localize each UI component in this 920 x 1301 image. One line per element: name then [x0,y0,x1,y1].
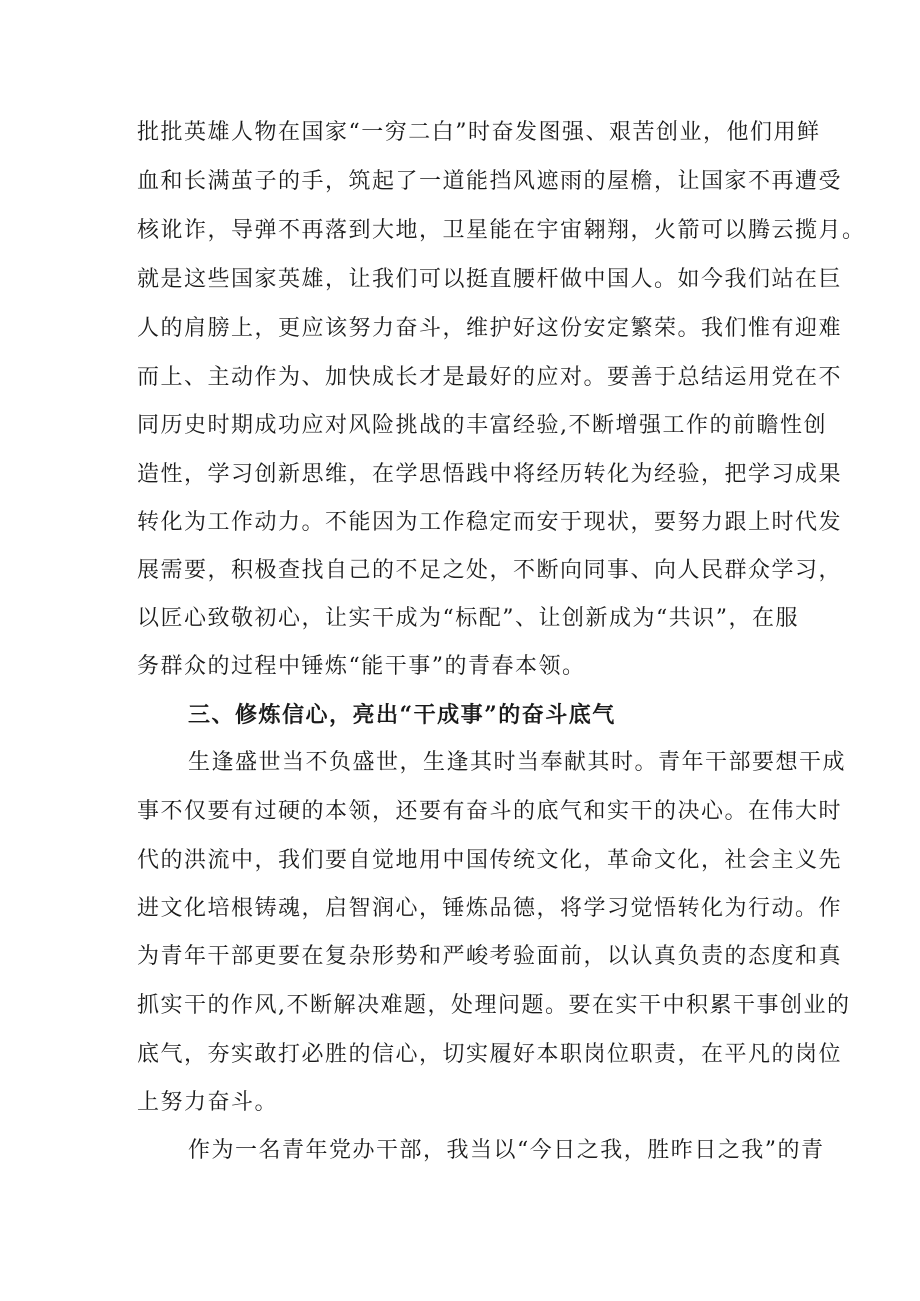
paragraph-2-line: 上努力奋斗。 [137,1090,279,1115]
paragraph-1-line: 务群众的过程中锤炼“能干事”的青春本领。 [137,654,586,679]
paragraph-3-line: 作为一名青年党办干部，我当以“今日之我，胜昨日之我”的青 [188,1138,825,1163]
paragraph-1-line: 以匠心致敬初心，让实干成为“标配”、让创新成为“共识”，在服 [137,606,799,631]
paragraph-2-line: 进文化培根铸魂，启智润心，锤炼品德，将学习觉悟转化为行动。作 [137,896,843,921]
paragraph-1-line: 转化为工作动力。不能因为工作稳定而安于现状，要努力跟上时代发 [137,510,843,535]
paragraph-2-line: 事不仅要有过硬的本领，还要有奋斗的底气和实干的决心。在伟大时 [137,799,843,824]
paragraph-1-line: 造性，学习创新思维，在学思悟践中将经历转化为经验，把学习成果 [137,462,843,487]
paragraph-1-line: 人的肩膀上，更应该努力奋斗，维护好这份安定繁荣。我们惟有迎难 [137,316,843,341]
paragraph-1-line: 就是这些国家英雄，让我们可以挺直腰杆做中国人。如今我们站在巨 [137,267,843,292]
paragraph-2-line: 代的洪流中，我们要自觉地用中国传统文化，革命文化，社会主义先 [137,848,843,873]
paragraph-2-line: 为青年干部更要在复杂形势和严峻考验面前，以认真负责的态度和真 [137,944,843,969]
paragraph-1-line: 血和长满茧子的手，筑起了一道能挡风遮雨的屋檐，让国家不再遭受 [137,169,843,194]
paragraph-1-line: 而上、主动作为、加快成长才是最好的应对。要善于总结运用党在不 [137,365,843,390]
paragraph-1-line: 展需要，积极查找自己的不足之处，不断向同事、向人民群众学习， [137,558,843,583]
paragraph-2-line: 生逢盛世当不负盛世，生逢其时当奉献其时。青年干部要想干成 [188,750,847,775]
paragraph-2-line: 底气，夯实敢打必胜的信心，切实履好本职岗位职责，在平凡的岗位 [137,1042,843,1067]
paragraph-1-line: 批批英雄人物在国家“一穷二白”时奋发图强、艰苦创业，他们用鲜 [137,120,821,145]
paragraph-1-line: 核讹诈，导弹不再落到大地，卫星能在宇宙翱翔，火箭可以腾云揽月。 [137,218,866,243]
paragraph-2-line: 抓实干的作风,不断解决难题，处理问题。要在实干中积累干事创业的 [137,993,851,1018]
paragraph-1-line: 同历史时期成功应对风险挑战的丰富经验,不断增强工作的前瞻性创 [137,413,827,438]
section-heading: 三、修炼信心，亮出“干成事”的奋斗底气 [188,702,616,728]
